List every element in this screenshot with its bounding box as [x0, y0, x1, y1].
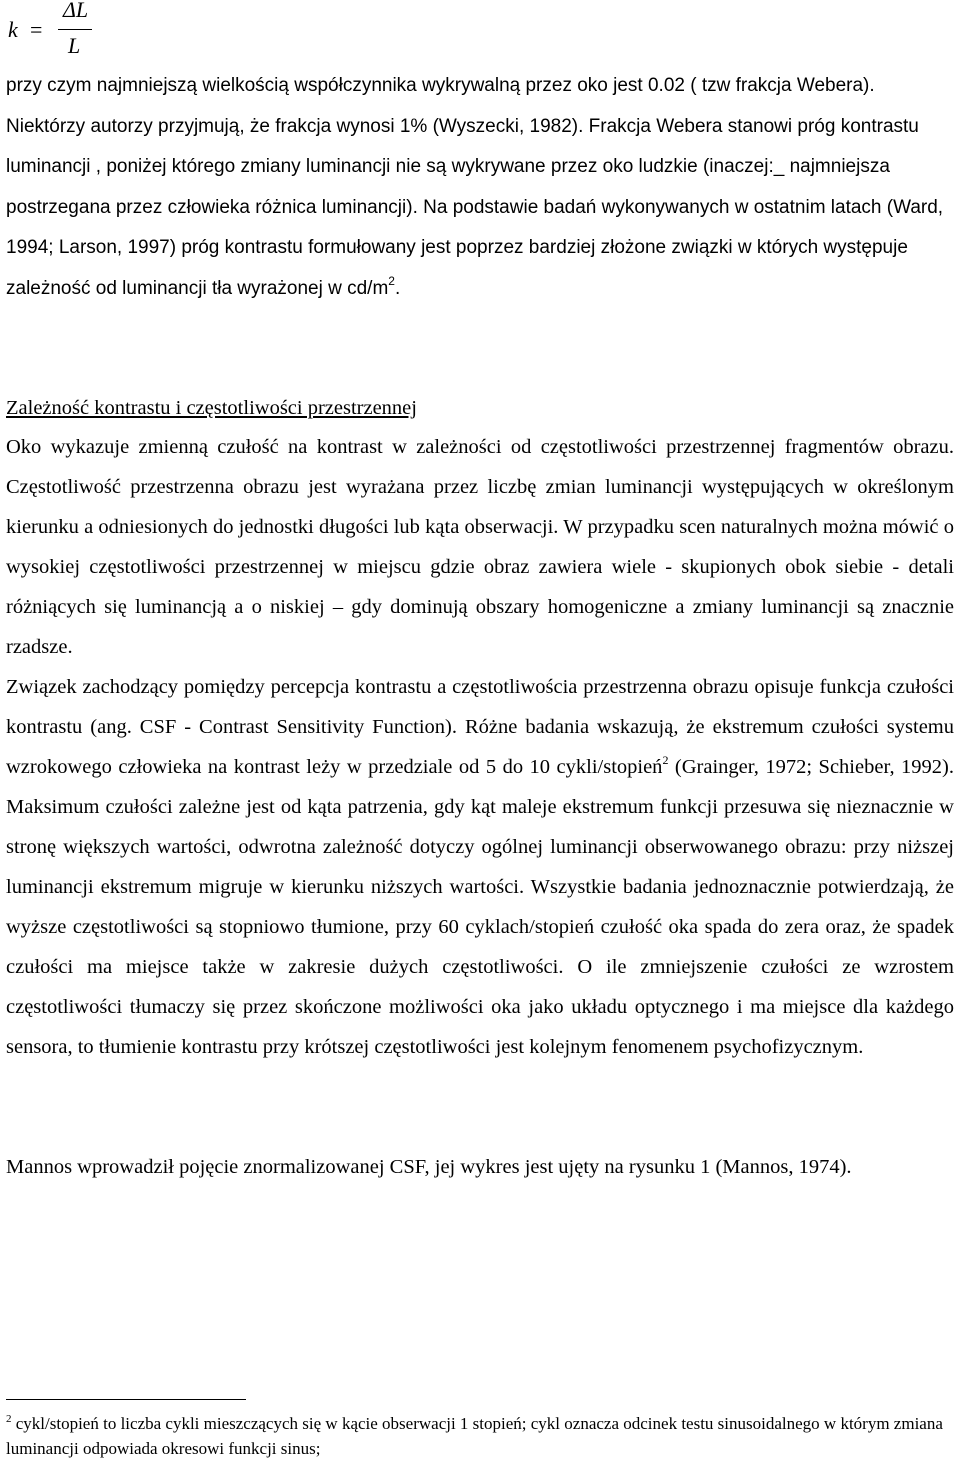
section-paragraph-2	[6, 667, 954, 1067]
intro-sans-text: przy czym najmniejszą wielkością współczynnika wykrywalną przez oko jest 0.02 ( tzw frakcja Webera). Niektórzy autorzy przyjmują, że frakcja wynosi 1% (Wyszecki, 1982). Frakcja Webera stanowi próg kontrastu luminancji , poniżej którego zmiany luminancji nie są wykrywane przez oko ludzkie (inaczej:_ najmniejsza postrzegana przez człowieka różnica luminancji).	[6, 75, 919, 218]
fraction-bar	[58, 29, 92, 30]
footnote-text: cykl/stopień to liczba cykli mieszczących się w kącie obserwacji 1 stopień; cykl oznacza odcinek testu sinusoidalnego w którym zmiana luminancji odpowiada okresowi funkcji sinus;	[6, 1414, 943, 1458]
section-paragraph-3: Mannos wprowadził pojęcie znormalizowanej CSF, jej wykres jest ujęty na rysunku 1 (Mannos, 1974).	[6, 1156, 852, 1178]
formula-lhs: k	[8, 17, 18, 42]
intro-paragraph	[6, 66, 954, 310]
footnote-marker: 2	[6, 1413, 12, 1425]
formula-equals: =	[30, 17, 43, 42]
paragraph-2-text-a: Związek zachodzący pomiędzy percepcja kontrastu a częstotliwościa przestrzenna obrazu opisuje funkcja czułości kontrastu (ang. CSF - Contrast Sensitivity Function). Różne badania wskazują, że ekstremum czułości systemu wzrokowego człowieka na kontrast leży w przedziale od 5 do 10 cykli/stopień	[6, 676, 954, 778]
formula-denominator: L	[68, 33, 81, 58]
footnote	[6, 1411, 954, 1461]
footnote-divider	[6, 1399, 246, 1400]
formula-numerator: ΔL	[63, 0, 89, 22]
intro-superscript: 2	[388, 273, 395, 288]
section-heading: Zależność kontrastu i częstotliwości przestrzennej	[6, 397, 417, 419]
section-paragraph-1: Oko wykazuje zmienną czułość na kontrast w zależności od częstotliwości przestrzennej fragmentów obrazu. Częstotliwość przestrzenna obrazu jest wyrażana przez liczbę zmian luminancji występujących w określonym kierunku a odniesionych do jednostki długości lub kąta obserwacji. W przypadku scen naturalnych można mówić o wysokiej częstotliwości przestrzennej w miejscu gdzie obraz zawiera wiele - skupionych obok siebie - detali różniących się luminancją a o niskiej – gdy dominują obszary homogeniczne a zmiany luminancji są znacznie rzadsze.	[6, 436, 954, 658]
intro-tail: .	[394, 277, 401, 299]
footnote-reference[interactable]: 2	[662, 753, 669, 767]
weber-fraction-formula	[8, 0, 128, 62]
intro-continuation-text: Na podstawie badań wykonywanych w ostatnim latach (Ward, 1994; Larson, 1997) próg kontrastu formułowany jest poprzez bardziej złożone związki w których występuje zależność od luminancji tła wyrażonej w cd/m	[6, 196, 944, 299]
paragraph-2-text-b: (Grainger, 1972; Schieber, 1992). Maksimum czułości zależne jest od kąta patrzenia, gdy kąt maleje ekstremum funkcji przesuwa się nieznacznie w stronę większych wartości, odwrotna zależność dotyczy ogólnej luminancji obserwowanego obrazu: przy niższej luminancji ekstremum migruje w kierunku niższych wartości. Wszystkie badania jednoznacznie potwierdzają, że wyższe częstotliwości są stopniowo tłumione, przy 60 cyklach/stopień czułość oka spada do zera oraz, że spadek czułości ma miejsce także w zakresie dużych częstotliwości. O ile zmniejszenie czułości ze wzrostem częstotliwości tłumaczy się przez skończone możliwości oka jako układu optycznego i ma miejsce dla każdego sensora, to tłumienie kontrastu przy krótszej częstotliwości jest kolejnym fenomenem psychofizycznym.	[6, 756, 954, 1058]
